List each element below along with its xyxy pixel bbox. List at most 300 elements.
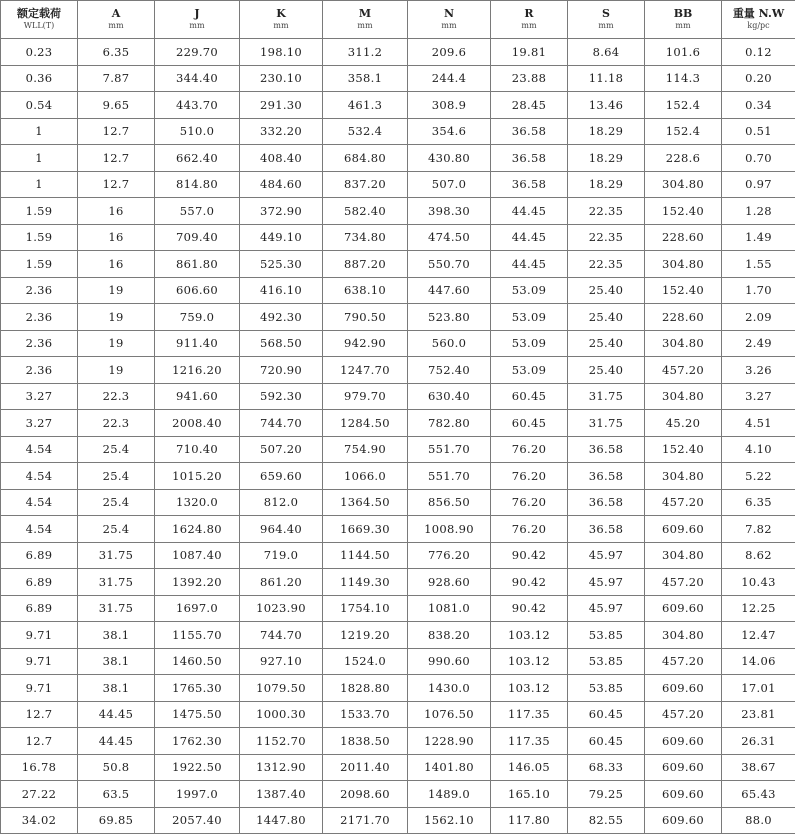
header-row (1, 1, 795, 39)
table-cell: 814.80 (155, 171, 240, 198)
table-cell: 606.60 (155, 277, 240, 304)
table-cell: 31.75 (78, 542, 155, 569)
table-row (1, 754, 795, 781)
table-cell: 592.30 (240, 383, 323, 410)
table-cell: 1.59 (1, 224, 78, 251)
table-cell: 408.40 (240, 145, 323, 172)
table-cell: 638.10 (323, 277, 408, 304)
table-cell: 744.70 (240, 410, 323, 437)
table-cell: 45.97 (568, 595, 645, 622)
table-cell: 457.20 (645, 489, 722, 516)
table-row (1, 595, 795, 622)
table-cell: 2057.40 (155, 807, 240, 834)
table-cell: 1076.50 (408, 701, 491, 728)
table-cell: 25.40 (568, 304, 645, 331)
table-cell: 0.54 (1, 92, 78, 119)
table-cell: 103.12 (491, 622, 568, 649)
table-cell: 1624.80 (155, 516, 240, 543)
table-cell: 25.40 (568, 277, 645, 304)
table-cell: 1087.40 (155, 542, 240, 569)
table-cell: 2171.70 (323, 807, 408, 834)
table-cell: 31.75 (568, 383, 645, 410)
table-cell: 22.35 (568, 198, 645, 225)
table-cell: 11.18 (568, 65, 645, 92)
table-cell: 928.60 (408, 569, 491, 596)
table-cell: 1066.0 (323, 463, 408, 490)
table-cell: 6.35 (78, 39, 155, 66)
table-cell: 45.20 (645, 410, 722, 437)
table-cell: 117.80 (491, 807, 568, 834)
table-cell: 304.80 (645, 251, 722, 278)
table-cell: 22.3 (78, 383, 155, 410)
table-cell: 12.47 (722, 622, 795, 649)
table-cell: 990.60 (408, 648, 491, 675)
table-cell: 457.20 (645, 701, 722, 728)
column-header (408, 1, 491, 39)
table-row (1, 781, 795, 808)
table-row (1, 648, 795, 675)
table-cell: 152.40 (645, 198, 722, 225)
table-row (1, 39, 795, 66)
table-cell: 45.97 (568, 542, 645, 569)
table-cell: 101.6 (645, 39, 722, 66)
table-row (1, 251, 795, 278)
table-row (1, 304, 795, 331)
table-cell: 1697.0 (155, 595, 240, 622)
table-row (1, 463, 795, 490)
table-cell: 709.40 (155, 224, 240, 251)
table-cell: 308.9 (408, 92, 491, 119)
table-cell: 457.20 (645, 648, 722, 675)
table-cell: 25.40 (568, 357, 645, 384)
table-cell: 1008.90 (408, 516, 491, 543)
table-cell: 9.71 (1, 675, 78, 702)
table-cell: 117.35 (491, 701, 568, 728)
table-cell: 60.45 (491, 410, 568, 437)
table-cell: 0.51 (722, 118, 795, 145)
table-row (1, 489, 795, 516)
table-cell: 0.12 (722, 39, 795, 66)
table-cell: 304.80 (645, 171, 722, 198)
table-cell: 568.50 (240, 330, 323, 357)
table-cell: 1228.90 (408, 728, 491, 755)
table-cell: 228.60 (645, 304, 722, 331)
table-cell: 6.89 (1, 569, 78, 596)
table-cell: 1 (1, 118, 78, 145)
table-cell: 117.35 (491, 728, 568, 755)
table-cell: 31.75 (78, 595, 155, 622)
table-row (1, 728, 795, 755)
column-header (491, 1, 568, 39)
table-cell: 44.45 (78, 701, 155, 728)
table-row (1, 436, 795, 463)
table-cell: 90.42 (491, 595, 568, 622)
table-cell: 25.4 (78, 463, 155, 490)
table-cell: 103.12 (491, 648, 568, 675)
table-row (1, 410, 795, 437)
table-row (1, 383, 795, 410)
table-cell: 1489.0 (408, 781, 491, 808)
column-name: J (155, 8, 239, 20)
table-cell: 304.80 (645, 542, 722, 569)
table-cell: 36.58 (568, 516, 645, 543)
table-cell: 244.4 (408, 65, 491, 92)
table-cell: 1.70 (722, 277, 795, 304)
table-cell: 759.0 (155, 304, 240, 331)
table-cell: 1401.80 (408, 754, 491, 781)
table-cell: 1364.50 (323, 489, 408, 516)
table-cell: 0.36 (1, 65, 78, 92)
column-unit: mm (645, 20, 721, 32)
table-cell: 63.5 (78, 781, 155, 808)
column-header (1, 1, 78, 39)
table-cell: 228.6 (645, 145, 722, 172)
table-cell: 837.20 (323, 171, 408, 198)
table-cell: 927.10 (240, 648, 323, 675)
table-row (1, 171, 795, 198)
table-cell: 523.80 (408, 304, 491, 331)
column-unit: mm (408, 20, 490, 32)
table-cell: 16 (78, 198, 155, 225)
table-cell: 19.81 (491, 39, 568, 66)
table-cell: 304.80 (645, 463, 722, 490)
table-cell: 230.10 (240, 65, 323, 92)
table-cell: 358.1 (323, 65, 408, 92)
table-cell: 1 (1, 171, 78, 198)
table-cell: 1149.30 (323, 569, 408, 596)
column-name: 重量 N.W (722, 8, 795, 20)
table-cell: 861.80 (155, 251, 240, 278)
table-cell: 229.70 (155, 39, 240, 66)
table-cell: 1765.30 (155, 675, 240, 702)
table-cell: 25.4 (78, 489, 155, 516)
table-cell: 103.12 (491, 675, 568, 702)
table-cell: 36.58 (568, 436, 645, 463)
table-cell: 710.40 (155, 436, 240, 463)
table-cell: 209.6 (408, 39, 491, 66)
column-unit: kg/pc (722, 20, 795, 32)
table-cell: 2011.40 (323, 754, 408, 781)
table-row (1, 675, 795, 702)
table-cell: 838.20 (408, 622, 491, 649)
table-cell: 25.4 (78, 436, 155, 463)
table-cell: 887.20 (323, 251, 408, 278)
table-row (1, 807, 795, 834)
table-cell: 2.49 (722, 330, 795, 357)
column-unit: mm (323, 20, 407, 32)
table-cell: 90.42 (491, 569, 568, 596)
table-cell: 447.60 (408, 277, 491, 304)
table-row (1, 145, 795, 172)
table-cell: 10.43 (722, 569, 795, 596)
column-header (78, 1, 155, 39)
table-cell: 659.60 (240, 463, 323, 490)
table-cell: 457.20 (645, 357, 722, 384)
table-cell: 8.62 (722, 542, 795, 569)
table-row (1, 701, 795, 728)
table-cell: 22.3 (78, 410, 155, 437)
table-cell: 1023.90 (240, 595, 323, 622)
table-cell: 719.0 (240, 542, 323, 569)
table-cell: 304.80 (645, 330, 722, 357)
table-cell: 50.8 (78, 754, 155, 781)
table-cell: 152.4 (645, 118, 722, 145)
table-cell: 44.45 (491, 198, 568, 225)
table-cell: 76.20 (491, 463, 568, 490)
table-cell: 19 (78, 304, 155, 331)
table-row (1, 622, 795, 649)
table-cell: 782.80 (408, 410, 491, 437)
table-cell: 2008.40 (155, 410, 240, 437)
table-cell: 23.81 (722, 701, 795, 728)
column-name: S (568, 8, 644, 20)
table-cell: 1997.0 (155, 781, 240, 808)
table-cell: 82.55 (568, 807, 645, 834)
table-cell: 449.10 (240, 224, 323, 251)
table-cell: 311.2 (323, 39, 408, 66)
table-row (1, 65, 795, 92)
table-cell: 79.25 (568, 781, 645, 808)
column-header (722, 1, 795, 39)
column-name: BB (645, 8, 721, 20)
column-unit: mm (240, 20, 322, 32)
table-cell: 532.4 (323, 118, 408, 145)
table-cell: 60.45 (491, 383, 568, 410)
table-row (1, 357, 795, 384)
column-name: M (323, 8, 407, 20)
table-cell: 1430.0 (408, 675, 491, 702)
table-cell: 304.80 (645, 622, 722, 649)
table-cell: 25.4 (78, 516, 155, 543)
table-cell: 0.23 (1, 39, 78, 66)
table-cell: 2.36 (1, 357, 78, 384)
table-cell: 662.40 (155, 145, 240, 172)
table-cell: 36.58 (568, 463, 645, 490)
table-cell: 941.60 (155, 383, 240, 410)
table-cell: 1152.70 (240, 728, 323, 755)
table-cell: 856.50 (408, 489, 491, 516)
table-cell: 3.27 (1, 383, 78, 410)
table-row (1, 92, 795, 119)
table-cell: 3.27 (1, 410, 78, 437)
table-cell: 53.09 (491, 330, 568, 357)
table-cell: 550.70 (408, 251, 491, 278)
table-cell: 65.43 (722, 781, 795, 808)
table-cell: 18.29 (568, 118, 645, 145)
column-name: A (78, 8, 154, 20)
table-cell: 31.75 (568, 410, 645, 437)
table-cell: 36.58 (491, 145, 568, 172)
table-cell: 60.45 (568, 728, 645, 755)
table-cell: 31.75 (78, 569, 155, 596)
table-cell: 18.29 (568, 171, 645, 198)
table-cell: 1.28 (722, 198, 795, 225)
table-row (1, 542, 795, 569)
table-cell: 560.0 (408, 330, 491, 357)
table-cell: 1.59 (1, 251, 78, 278)
table-cell: 53.09 (491, 304, 568, 331)
table-cell: 609.60 (645, 595, 722, 622)
table-cell: 16.78 (1, 754, 78, 781)
table-cell: 1762.30 (155, 728, 240, 755)
table-cell: 19 (78, 330, 155, 357)
table-cell: 36.58 (568, 489, 645, 516)
table-cell: 45.97 (568, 569, 645, 596)
table-cell: 720.90 (240, 357, 323, 384)
table-cell: 146.05 (491, 754, 568, 781)
column-unit: WLL(T) (1, 20, 77, 32)
table-cell: 291.30 (240, 92, 323, 119)
column-header (645, 1, 722, 39)
table-cell: 4.54 (1, 489, 78, 516)
table-cell: 609.60 (645, 728, 722, 755)
table-cell: 1320.0 (155, 489, 240, 516)
table-cell: 9.71 (1, 622, 78, 649)
table-cell: 7.87 (78, 65, 155, 92)
table-cell: 510.0 (155, 118, 240, 145)
table-cell: 1387.40 (240, 781, 323, 808)
table-cell: 6.89 (1, 595, 78, 622)
table-cell: 38.67 (722, 754, 795, 781)
table-cell: 1284.50 (323, 410, 408, 437)
table-cell: 53.09 (491, 357, 568, 384)
table-cell: 964.40 (240, 516, 323, 543)
table-cell: 1015.20 (155, 463, 240, 490)
table-cell: 0.20 (722, 65, 795, 92)
table-cell: 744.70 (240, 622, 323, 649)
table-cell: 1828.80 (323, 675, 408, 702)
table-row (1, 118, 795, 145)
table-cell: 114.3 (645, 65, 722, 92)
table-cell: 1475.50 (155, 701, 240, 728)
table-cell: 861.20 (240, 569, 323, 596)
table-cell: 911.40 (155, 330, 240, 357)
table-cell: 152.40 (645, 436, 722, 463)
table-cell: 27.22 (1, 781, 78, 808)
table-cell: 1.55 (722, 251, 795, 278)
table-cell: 4.54 (1, 463, 78, 490)
table-cell: 1219.20 (323, 622, 408, 649)
column-unit: mm (155, 20, 239, 32)
table-cell: 12.7 (78, 171, 155, 198)
table-row (1, 330, 795, 357)
table-cell: 2.36 (1, 304, 78, 331)
table-cell: 60.45 (568, 701, 645, 728)
table-cell: 443.70 (155, 92, 240, 119)
table-cell: 776.20 (408, 542, 491, 569)
table-body (1, 39, 795, 834)
table-cell: 507.20 (240, 436, 323, 463)
table-cell: 38.1 (78, 622, 155, 649)
table-cell: 754.90 (323, 436, 408, 463)
column-name: R (491, 8, 567, 20)
table-cell: 53.85 (568, 648, 645, 675)
table-cell: 152.4 (645, 92, 722, 119)
table-cell: 1155.70 (155, 622, 240, 649)
column-header (568, 1, 645, 39)
table-cell: 2098.60 (323, 781, 408, 808)
table-cell: 16 (78, 251, 155, 278)
table-cell: 13.46 (568, 92, 645, 119)
table-cell: 4.10 (722, 436, 795, 463)
table-cell: 38.1 (78, 648, 155, 675)
table-cell: 1460.50 (155, 648, 240, 675)
table-cell: 53.09 (491, 277, 568, 304)
table-cell: 76.20 (491, 436, 568, 463)
table-cell: 38.1 (78, 675, 155, 702)
table-cell: 790.50 (323, 304, 408, 331)
table-cell: 609.60 (645, 781, 722, 808)
table-cell: 76.20 (491, 489, 568, 516)
table-cell: 332.20 (240, 118, 323, 145)
table-cell: 6.35 (722, 489, 795, 516)
table-cell: 1562.10 (408, 807, 491, 834)
table-cell: 979.70 (323, 383, 408, 410)
table-cell: 2.09 (722, 304, 795, 331)
table-cell: 582.40 (323, 198, 408, 225)
table-cell: 1524.0 (323, 648, 408, 675)
table-cell: 14.06 (722, 648, 795, 675)
table-cell: 416.10 (240, 277, 323, 304)
table-cell: 1.59 (1, 198, 78, 225)
table-cell: 3.26 (722, 357, 795, 384)
table-cell: 26.31 (722, 728, 795, 755)
table-cell: 1312.90 (240, 754, 323, 781)
table-cell: 0.34 (722, 92, 795, 119)
table-cell: 557.0 (155, 198, 240, 225)
table-cell: 36.58 (491, 171, 568, 198)
table-cell: 630.40 (408, 383, 491, 410)
column-name: N (408, 8, 490, 20)
table-cell: 69.85 (78, 807, 155, 834)
table-cell: 609.60 (645, 675, 722, 702)
table-cell: 609.60 (645, 754, 722, 781)
table-cell: 0.70 (722, 145, 795, 172)
table-cell: 398.30 (408, 198, 491, 225)
table-cell: 609.60 (645, 516, 722, 543)
table-cell: 551.70 (408, 463, 491, 490)
column-unit: mm (568, 20, 644, 32)
table-cell: 0.97 (722, 171, 795, 198)
table-cell: 354.6 (408, 118, 491, 145)
table-cell: 1000.30 (240, 701, 323, 728)
table-cell: 430.80 (408, 145, 491, 172)
table-cell: 76.20 (491, 516, 568, 543)
table-cell: 19 (78, 357, 155, 384)
table-cell: 461.3 (323, 92, 408, 119)
table-cell: 44.45 (491, 224, 568, 251)
table-cell: 16 (78, 224, 155, 251)
column-name: 额定载荷 (1, 8, 77, 20)
column-unit: mm (78, 20, 154, 32)
table-cell: 28.45 (491, 92, 568, 119)
table-cell: 457.20 (645, 569, 722, 596)
table-cell: 1533.70 (323, 701, 408, 728)
table-cell: 44.45 (78, 728, 155, 755)
table-cell: 3.27 (722, 383, 795, 410)
table-cell: 12.7 (1, 728, 78, 755)
table-cell: 1392.20 (155, 569, 240, 596)
table-cell: 609.60 (645, 807, 722, 834)
table-row (1, 277, 795, 304)
table-cell: 18.29 (568, 145, 645, 172)
table-cell: 734.80 (323, 224, 408, 251)
table-cell: 7.82 (722, 516, 795, 543)
table-cell: 1081.0 (408, 595, 491, 622)
table-cell: 25.40 (568, 330, 645, 357)
table-cell: 484.60 (240, 171, 323, 198)
table-cell: 4.54 (1, 436, 78, 463)
